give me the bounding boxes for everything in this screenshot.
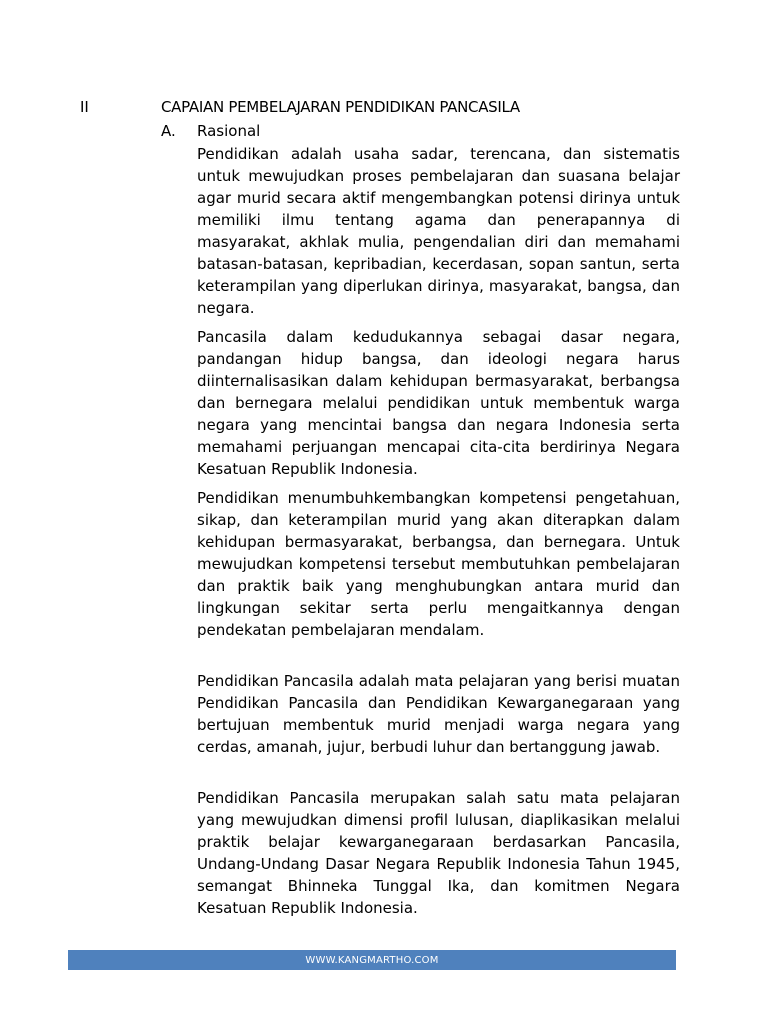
chapter-number: II — [80, 98, 89, 116]
paragraph-5: Pendidikan Pancasila merupakan salah satu mata pelajaran yang mewujudkan dimensi profil lulusan, diaplikasikan melalui praktik belajar kewarganegaraan berdasarkan Pancasila, Undang-Undang Dasar Negara Republik Indonesia Tahun 1945, semangat Bhinneka Tunggal Ika, dan komitmen Negara Kesatuan Republik Indonesia. — [197, 789, 680, 917]
chapter-title: CAPAIAN PEMBELAJARAN PENDIDIKAN PANCASILA — [161, 98, 520, 116]
paragraph-4-container — [197, 670, 680, 758]
paragraph-4: Pendidikan Pancasila adalah mata pelajaran yang berisi muatan Pendidikan Pancasila dan Pendidikan Kewarganegaraan yang bertujuan membentuk murid menjadi warga negara yang cerdas, amanah, jujur, berbudi luhur dan bertanggung jawab. — [197, 672, 680, 756]
footer-bar — [68, 950, 676, 970]
paragraph-2: Pancasila dalam kedudukannya sebagai dasar negara, pandangan hidup bangsa, dan ideologi negara harus diinternalisasikan dalam kehidupan bermasyarakat, berbangsa dan bernegara melalui pendidikan untuk membentuk warga negara yang mencintai bangsa dan negara Indonesia serta memahami perjuangan mencapai cita-cita berdirinya Negara Kesatuan Republik Indonesia. — [197, 328, 680, 478]
paragraph-3: Pendidikan menumbuhkembangkan kompetensi pengetahuan, sikap, dan keterampilan murid yang akan diterapkan dalam kehidupan bermasyarakat, berbangsa, dan bernegara. Untuk mewujudkan kompetensi tersebut membutuhkan pembelajaran dan praktik baik yang menghubungkan antara murid dan lingkungan sekitar serta perlu mengaitkannya dengan pendekatan pembelajaran mendalam. — [197, 489, 680, 639]
footer-website-text[interactable]: WWW.KANGMARTHO.COM — [305, 954, 439, 966]
paragraph-1-container — [197, 143, 680, 319]
paragraph-3-container — [197, 487, 680, 641]
paragraph-2-container — [197, 326, 680, 480]
section-letter: A. — [161, 122, 176, 140]
section-title: Rasional — [197, 122, 261, 140]
paragraph-1: Pendidikan adalah usaha sadar, terencana, dan sistematis untuk mewujudkan proses pembelajaran dan suasana belajar agar murid secara aktif mengembangkan potensi dirinya untuk memiliki ilmu tentang agama dan penerapannya di masyarakat, akhlak mulia, pengendalian diri dan memahami batasan-batasan, kepribadian, kecerdasan, sopan santun, serta keterampilan yang diperlukan dirinya, masyarakat, bangsa, dan negara. — [197, 145, 680, 317]
paragraph-5-container — [197, 787, 680, 919]
